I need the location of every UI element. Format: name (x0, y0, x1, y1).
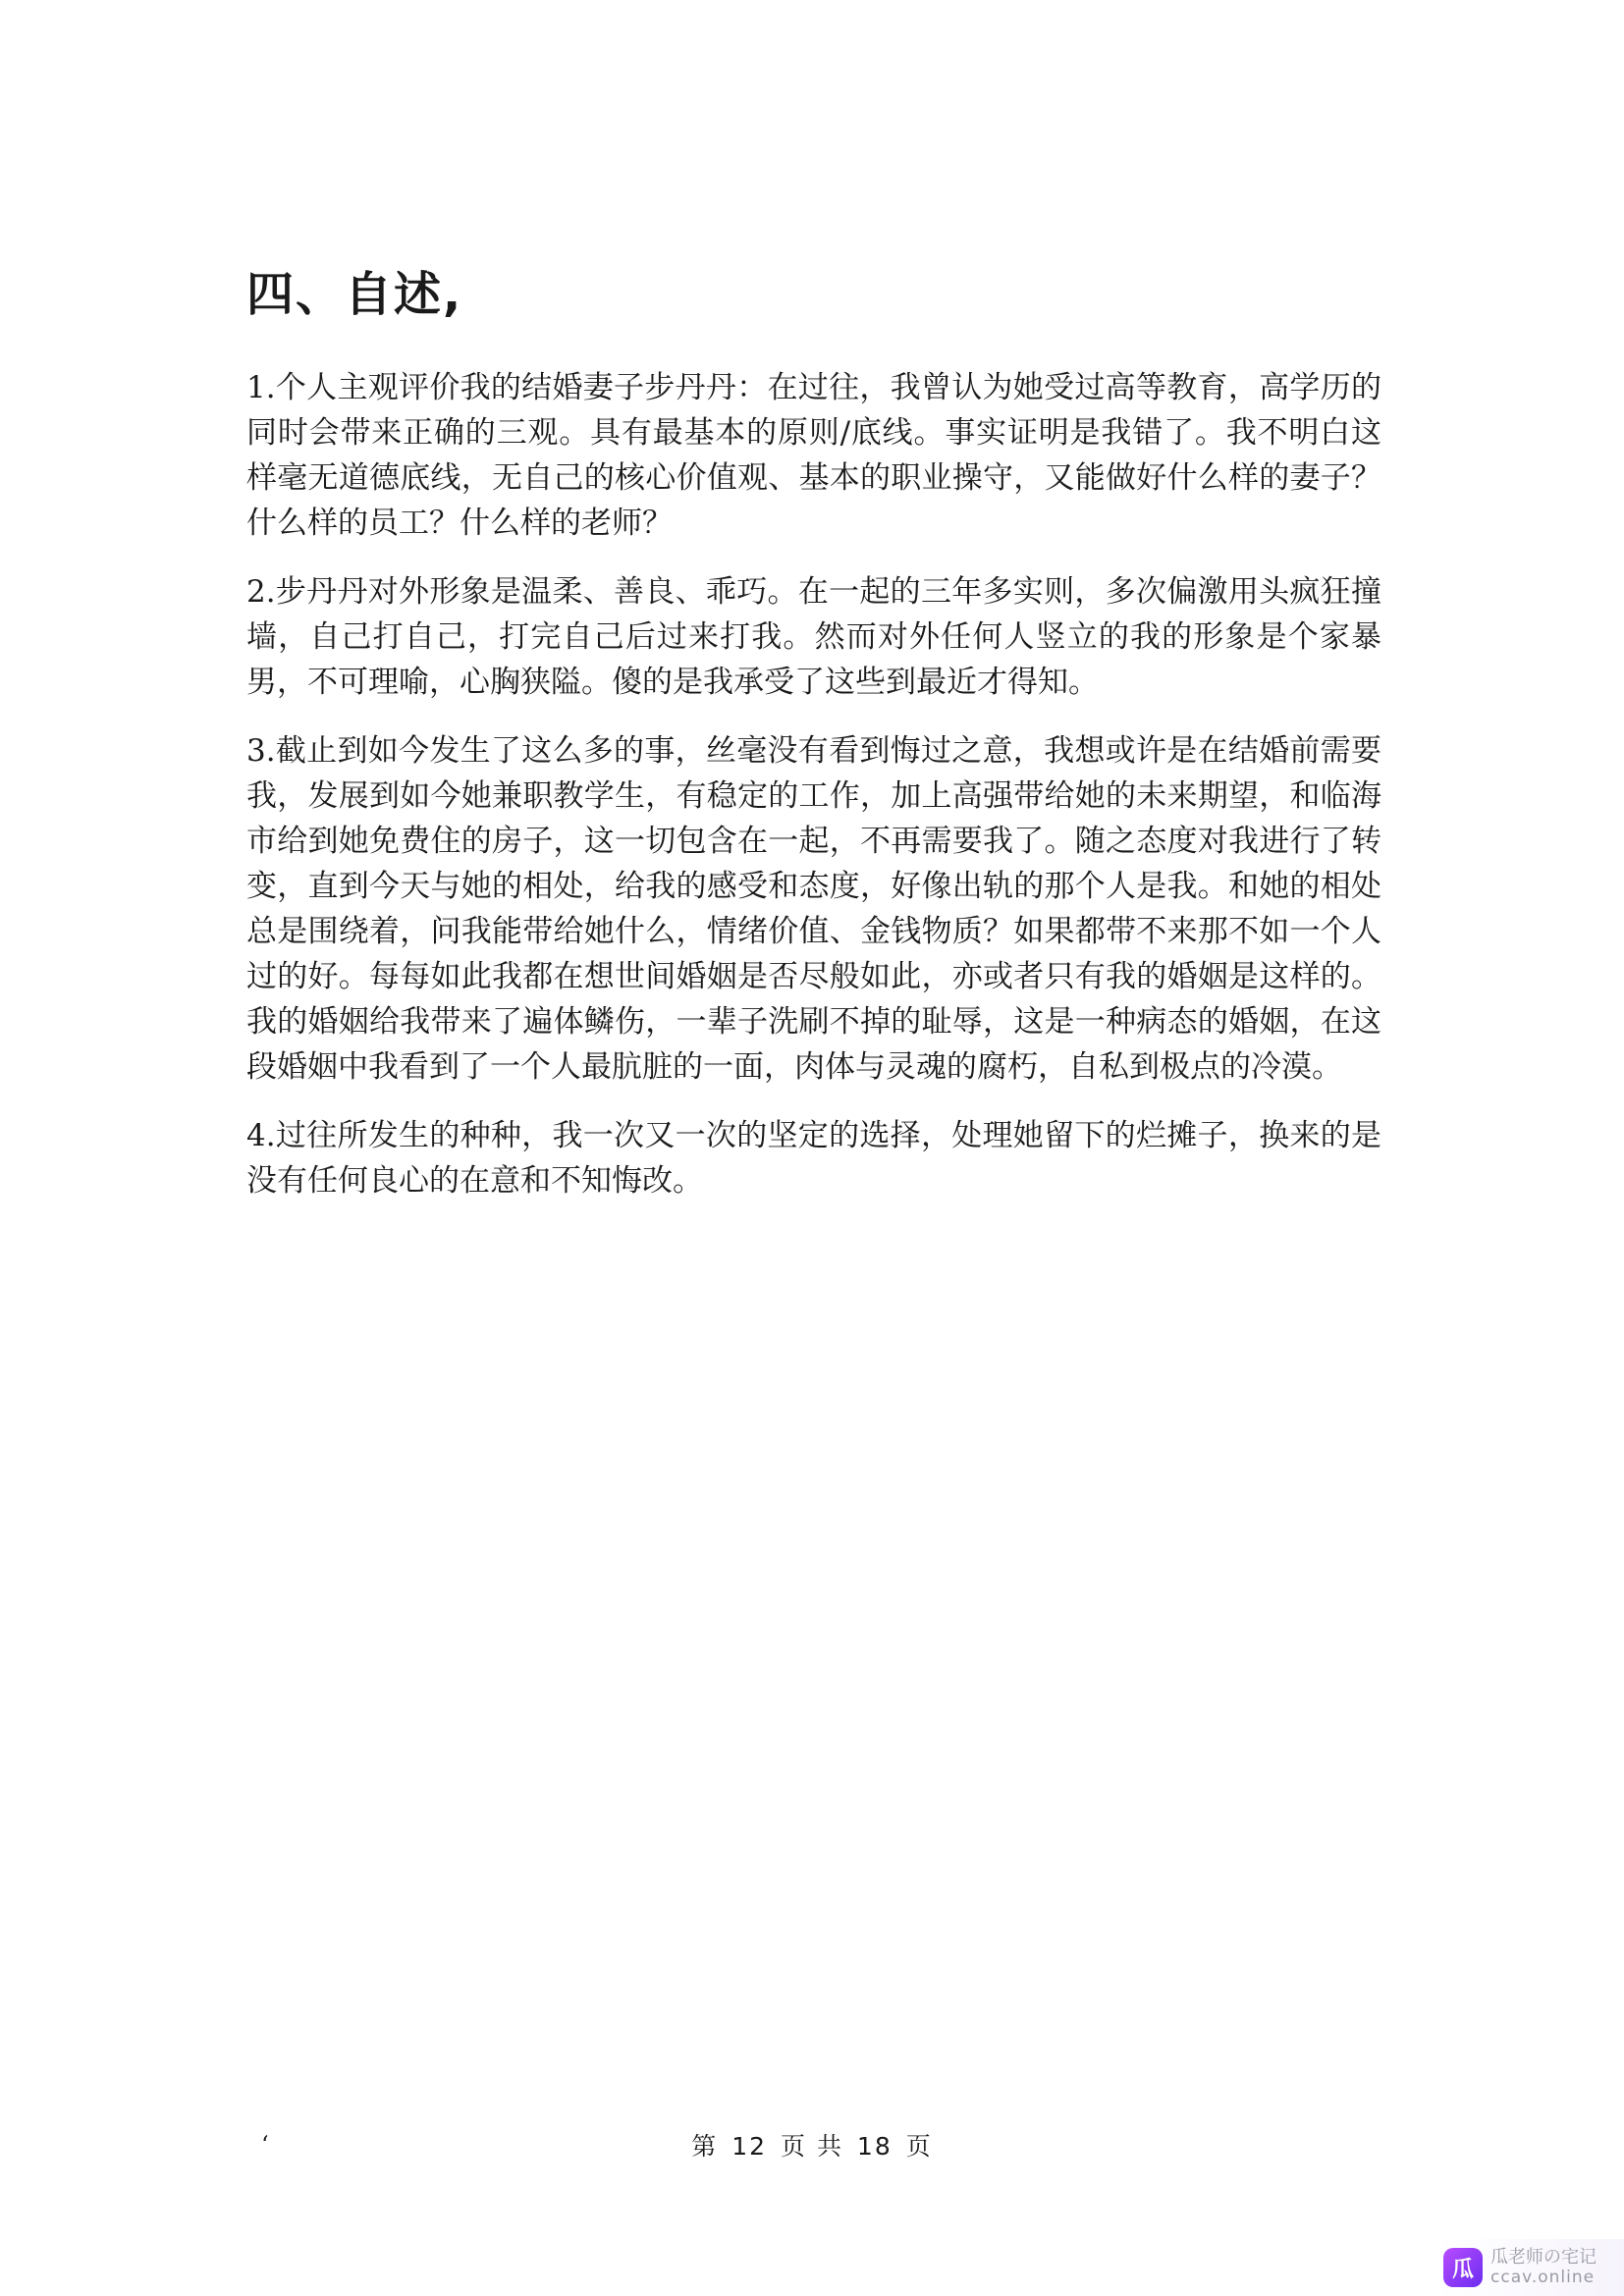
page-prefix: 第 (691, 2132, 719, 2161)
watermark-logo-icon: 瓜 (1443, 2248, 1483, 2287)
watermark-line-1: 瓜老师の宅记 (1490, 2247, 1597, 2268)
footer-mark: ‘ (261, 2131, 269, 2159)
page-total: 18 (856, 2132, 893, 2161)
watermark (1437, 2239, 1624, 2296)
page-suffix: 页 (905, 2132, 933, 2161)
paragraph-2: 2.步丹丹对外形象是温柔、善良、乖巧。在一起的三年多实则，多次偏激用头疯狂撞墙，自己打自己，打完自己后过来打我。然而对外任何人竖立的我的形象是个家暴男，不可理喻，心胸狭隘。傻的是我承受了这些到最近才得知。 (246, 574, 1381, 700)
page-number (0, 2130, 1624, 2163)
page-footer (0, 2130, 1624, 2169)
page-middle: 页 共 (781, 2132, 843, 2161)
page-current: 12 (731, 2132, 768, 2161)
paragraph-3: 3.截止到如今发生了这么多的事，丝毫没有看到悔过之意，我想或许是在结婚前需要我，发展到如今她兼职教学生，有稳定的工作，加上高强带给她的未来期望，和临海市给到她免费住的房子，这一切包含在一起，不再需要我了。随之态度对我进行了转变，直到今天与她的相处，给我的感受和态度，好像出轨的那个人是我。和她的相处总是围绕着，问我能带给她什么，情绪价值、金钱物质？如果都带不来那不如一个人过的好。每每如此我都在想世间婚姻是否尽般如此，亦或者只有我的婚姻是这样的。我的婚姻给我带来了遍体鳞伤，一辈子洗刷不掉的耻辱，这是一种病态的婚姻，在这段婚姻中我看到了一个人最肮脏的一面，肉体与灵魂的腐朽，自私到极点的冷漠。 (246, 733, 1381, 1085)
paragraph-1: 1.个人主观评价我的结婚妻子步丹丹：在过往，我曾认为她受过高等教育，高学历的同时会带来正确的三观。具有最基本的原则/底线。事实证明是我错了。我不明白这样毫无道德底线，无自己的核心价值观、基本的职业操守，又能做好什么样的妻子？什么样的员工？什么样的老师？ (246, 370, 1381, 541)
watermark-line-2: ccav.online (1490, 2268, 1596, 2287)
paragraph-4: 4.过往所发生的种种，我一次又一次的坚定的选择，处理她留下的烂摊子，换来的是没有任何良心的在意和不知悔改。 (246, 1118, 1381, 1199)
section-heading: 四、自述, (246, 267, 463, 322)
watermark-text (1490, 2248, 1597, 2287)
body-text (246, 365, 1381, 1227)
